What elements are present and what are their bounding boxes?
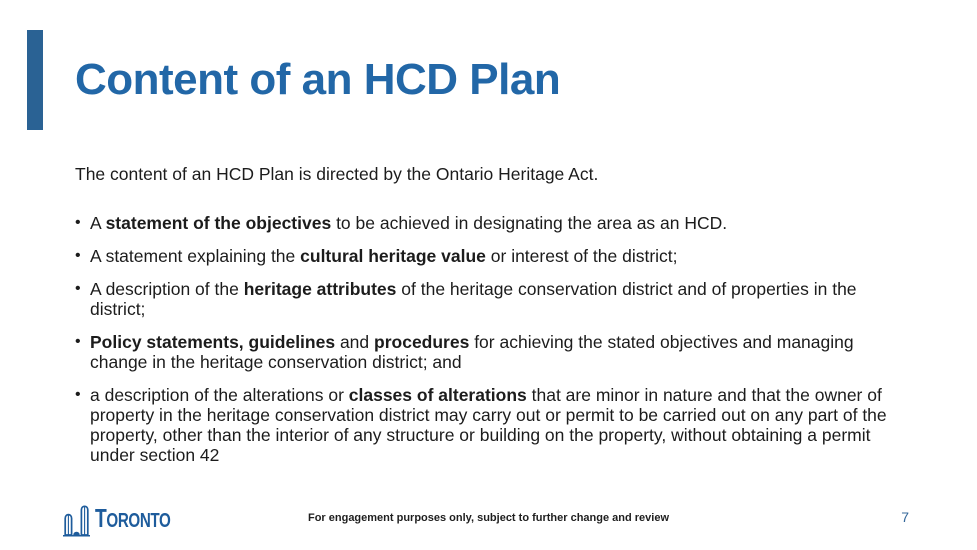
bullet-text: and bbox=[335, 332, 375, 352]
bullet-list bbox=[75, 213, 895, 465]
bullet-item bbox=[75, 246, 895, 266]
bullet-item bbox=[75, 279, 895, 319]
bullet-text-bold: classes of alterations bbox=[348, 385, 527, 405]
logo-wordmark-rest: ORONTO bbox=[106, 508, 171, 532]
bullet-text: A description of the bbox=[90, 279, 244, 299]
page-title: Content of an HCD Plan bbox=[75, 55, 561, 104]
bullet-text-bold: heritage attributes bbox=[243, 279, 397, 299]
intro-text: The content of an HCD Plan is directed by the Ontario Heritage Act. bbox=[75, 164, 599, 184]
bullet-text: of the heritage conservation district and of properties in the district; bbox=[90, 279, 857, 319]
footer-note: For engagement purposes only, subject to further change and review bbox=[307, 512, 670, 524]
bullet-text-bold: procedures bbox=[374, 332, 470, 352]
bullet-item bbox=[75, 332, 895, 372]
bullet-text: to be achieved in designating the area as an HCD. bbox=[331, 213, 728, 233]
bullet-text: A bbox=[90, 213, 106, 233]
bullet-text: that are minor in nature and that the owner of property in the heritage conservation district may carry out or permit to be carried out on any part of the property, other than the interior of any structure or building on the property, without obtaining a permit under section 42 bbox=[90, 385, 887, 465]
logo-wordmark-initial: T bbox=[95, 502, 107, 533]
bullet-text-bold: Policy statements, guidelines bbox=[90, 332, 336, 352]
bullet-text-bold: statement of the objectives bbox=[105, 213, 332, 233]
title-accent-bar bbox=[27, 30, 43, 130]
bullet-text: or interest of the district; bbox=[485, 246, 678, 266]
bullet-text: A statement explaining the bbox=[90, 246, 301, 266]
bullet-item bbox=[75, 213, 895, 233]
page-number: 7 bbox=[901, 509, 909, 525]
bullet-text: for achieving the stated objectives and managing change in the heritage conservation district; and bbox=[90, 332, 854, 372]
bullet-text: a description of the alterations or bbox=[90, 385, 349, 405]
slide-body bbox=[75, 164, 895, 478]
bullet-item bbox=[75, 385, 895, 465]
bullet-text-bold: cultural heritage value bbox=[300, 246, 486, 266]
